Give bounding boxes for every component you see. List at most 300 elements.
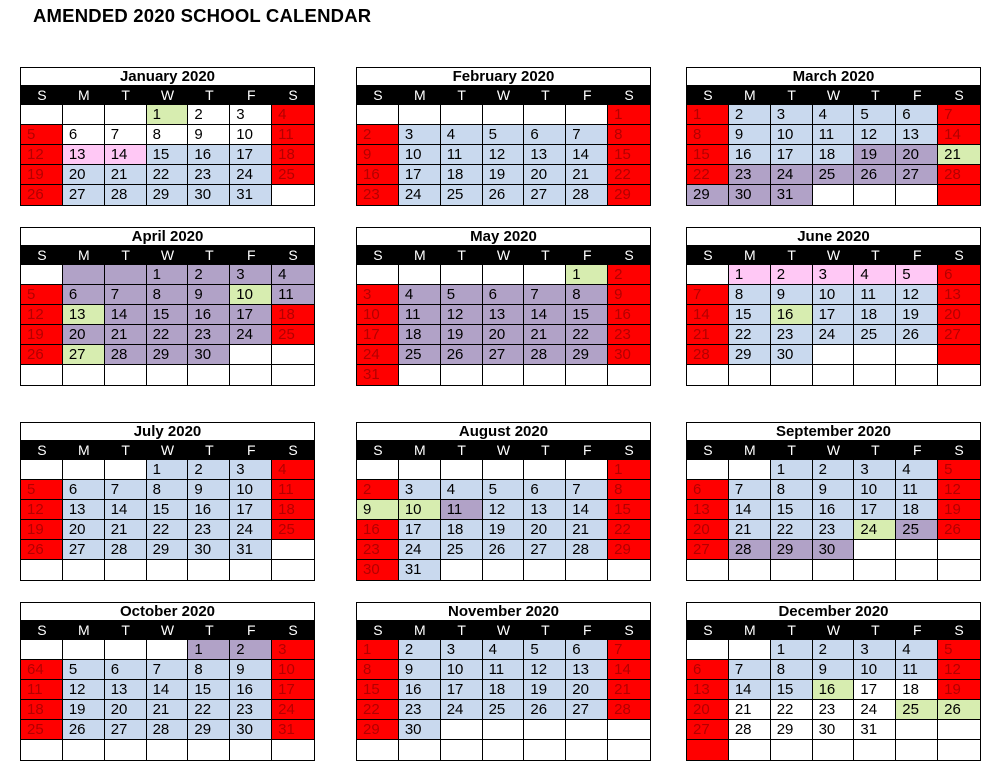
weekday-label: S	[288, 622, 298, 638]
weekday-label: W	[496, 442, 511, 458]
day-cell: 27	[524, 185, 566, 205]
day-cell	[63, 365, 105, 385]
day-cell: 8	[147, 125, 189, 145]
weekday-label: S	[373, 87, 383, 103]
day-cell	[566, 720, 608, 740]
month-calendar	[356, 602, 651, 761]
day-cell: 18	[272, 305, 314, 325]
weekday-label: W	[160, 247, 175, 263]
month-calendar	[20, 227, 315, 386]
day-cell: 24	[441, 700, 483, 720]
day-cell: 7	[105, 480, 147, 500]
page-title: AMENDED 2020 SCHOOL CALENDAR	[33, 5, 372, 26]
month-calendar	[20, 67, 315, 206]
day-cell	[608, 740, 650, 760]
weekday-label: M	[77, 87, 90, 103]
day-cell	[105, 740, 147, 760]
day-cell: 23	[230, 700, 272, 720]
day-cell: 17	[230, 305, 272, 325]
weekday-label: T	[787, 442, 796, 458]
weekday-label: S	[37, 87, 47, 103]
day-cell: 18	[272, 145, 314, 165]
day-cell: 29	[147, 185, 189, 205]
day-cell: 18	[441, 165, 483, 185]
day-cell: 27	[687, 720, 729, 740]
day-cell	[147, 560, 189, 580]
day-cell: 64	[21, 660, 63, 680]
day-cell: 5	[441, 285, 483, 305]
day-cell: 28	[608, 700, 650, 720]
day-cell: 18	[896, 680, 938, 700]
day-cell: 18	[483, 680, 525, 700]
month-title: July 2020	[21, 423, 314, 441]
weekday-label: S	[373, 622, 383, 638]
day-cell: 10	[272, 660, 314, 680]
day-cell: 27	[483, 345, 525, 365]
day-cell: 30	[188, 345, 230, 365]
day-cell: 24	[272, 700, 314, 720]
month-calendar	[686, 67, 981, 206]
day-cell	[357, 460, 399, 480]
day-grid	[357, 640, 650, 760]
day-cell: 5	[21, 480, 63, 500]
day-cell: 20	[938, 305, 980, 325]
weekday-label: F	[582, 442, 592, 458]
day-cell	[566, 365, 608, 385]
day-cell: 10	[230, 125, 272, 145]
day-cell: 3	[230, 460, 272, 480]
day-cell: 2	[357, 480, 399, 500]
day-cell: 29	[357, 720, 399, 740]
weekday-label: T	[787, 87, 796, 103]
day-cell: 13	[566, 660, 608, 680]
day-cell: 17	[854, 500, 896, 520]
day-cell: 29	[608, 185, 650, 205]
day-cell	[566, 105, 608, 125]
day-cell: 7	[105, 285, 147, 305]
day-cell: 29	[566, 345, 608, 365]
day-cell	[63, 640, 105, 660]
day-cell	[230, 740, 272, 760]
day-cell: 30	[188, 185, 230, 205]
day-cell: 7	[105, 125, 147, 145]
day-cell	[441, 720, 483, 740]
day-cell: 5	[524, 640, 566, 660]
day-cell	[687, 460, 729, 480]
day-cell: 1	[147, 265, 189, 285]
day-cell	[21, 460, 63, 480]
weekday-header	[357, 246, 650, 265]
day-cell	[272, 365, 314, 385]
day-cell: 24	[230, 165, 272, 185]
weekday-label: F	[246, 622, 256, 638]
day-cell	[938, 720, 980, 740]
day-cell	[854, 185, 896, 205]
day-cell: 23	[729, 165, 771, 185]
month-calendar	[20, 422, 315, 581]
day-cell	[938, 540, 980, 560]
day-cell: 31	[399, 560, 441, 580]
day-cell	[483, 460, 525, 480]
day-cell: 26	[483, 540, 525, 560]
day-cell: 26	[483, 185, 525, 205]
day-cell: 18	[441, 520, 483, 540]
day-cell: 21	[729, 700, 771, 720]
day-cell: 5	[21, 125, 63, 145]
day-cell: 12	[21, 145, 63, 165]
day-cell: 11	[483, 660, 525, 680]
weekday-label: W	[826, 247, 841, 263]
day-cell: 18	[896, 500, 938, 520]
day-cell: 14	[687, 305, 729, 325]
day-cell	[813, 740, 855, 760]
day-cell: 20	[687, 520, 729, 540]
day-cell: 25	[813, 165, 855, 185]
day-cell: 21	[524, 325, 566, 345]
day-cell: 29	[771, 540, 813, 560]
weekday-label: T	[871, 622, 880, 638]
day-cell: 3	[854, 460, 896, 480]
day-cell	[729, 740, 771, 760]
day-cell: 9	[813, 480, 855, 500]
day-cell: 16	[813, 500, 855, 520]
day-cell	[105, 460, 147, 480]
day-cell: 24	[357, 345, 399, 365]
day-cell: 21	[566, 165, 608, 185]
day-cell: 13	[63, 145, 105, 165]
day-cell: 13	[687, 680, 729, 700]
month-calendar	[686, 602, 981, 761]
day-cell: 29	[771, 720, 813, 740]
day-cell: 16	[230, 680, 272, 700]
weekday-label: S	[288, 247, 298, 263]
day-cell: 2	[188, 265, 230, 285]
month-title: February 2020	[357, 68, 650, 86]
weekday-label: W	[160, 442, 175, 458]
day-grid	[21, 265, 314, 385]
day-cell: 29	[147, 540, 189, 560]
day-cell: 17	[272, 680, 314, 700]
day-cell: 18	[272, 500, 314, 520]
weekday-label: T	[121, 247, 130, 263]
day-cell: 9	[813, 660, 855, 680]
day-cell: 9	[608, 285, 650, 305]
day-cell: 14	[105, 500, 147, 520]
day-cell: 25	[399, 345, 441, 365]
month-calendar	[686, 422, 981, 581]
weekday-label: W	[496, 622, 511, 638]
day-cell	[524, 560, 566, 580]
day-cell: 17	[230, 145, 272, 165]
day-cell: 18	[813, 145, 855, 165]
day-cell	[771, 560, 813, 580]
day-cell: 6	[938, 265, 980, 285]
month-calendar	[356, 227, 651, 386]
day-cell: 10	[813, 285, 855, 305]
weekday-label: F	[582, 622, 592, 638]
day-cell: 19	[524, 680, 566, 700]
day-cell: 20	[896, 145, 938, 165]
day-cell: 5	[938, 640, 980, 660]
day-cell: 4	[441, 125, 483, 145]
day-cell: 7	[608, 640, 650, 660]
day-cell	[188, 740, 230, 760]
day-cell: 28	[105, 540, 147, 560]
weekday-label: S	[373, 247, 383, 263]
day-cell: 13	[687, 500, 729, 520]
day-cell	[483, 720, 525, 740]
day-cell: 4	[896, 460, 938, 480]
day-cell: 4	[483, 640, 525, 660]
day-cell: 21	[105, 520, 147, 540]
day-cell: 5	[483, 480, 525, 500]
day-cell: 18	[21, 700, 63, 720]
month-title: March 2020	[687, 68, 980, 86]
weekday-label: S	[954, 622, 964, 638]
day-cell: 23	[188, 520, 230, 540]
day-cell: 3	[441, 640, 483, 660]
day-cell: 12	[483, 145, 525, 165]
day-cell	[441, 740, 483, 760]
day-cell	[21, 640, 63, 660]
day-cell: 6	[105, 660, 147, 680]
day-cell: 14	[566, 145, 608, 165]
day-cell: 19	[896, 305, 938, 325]
day-cell: 8	[188, 660, 230, 680]
day-cell: 2	[188, 105, 230, 125]
day-cell	[105, 265, 147, 285]
day-cell: 22	[147, 325, 189, 345]
day-cell: 25	[441, 185, 483, 205]
weekday-label: W	[826, 442, 841, 458]
day-cell: 5	[854, 105, 896, 125]
month-title: June 2020	[687, 228, 980, 246]
day-cell: 24	[399, 185, 441, 205]
day-cell: 29	[687, 185, 729, 205]
day-cell: 10	[230, 480, 272, 500]
weekday-label: M	[743, 622, 756, 638]
day-cell: 4	[813, 105, 855, 125]
day-cell: 2	[771, 265, 813, 285]
day-cell	[524, 460, 566, 480]
day-cell: 24	[854, 520, 896, 540]
day-cell: 20	[483, 325, 525, 345]
day-cell	[687, 265, 729, 285]
day-cell: 15	[771, 500, 813, 520]
day-cell: 17	[854, 680, 896, 700]
day-cell: 15	[687, 145, 729, 165]
weekday-label: T	[787, 247, 796, 263]
day-cell: 19	[483, 520, 525, 540]
day-cell: 5	[896, 265, 938, 285]
day-cell	[21, 365, 63, 385]
weekday-label: T	[205, 247, 214, 263]
day-cell: 27	[63, 345, 105, 365]
day-cell: 16	[399, 680, 441, 700]
day-cell: 24	[813, 325, 855, 345]
weekday-header	[687, 246, 980, 265]
day-cell: 17	[230, 500, 272, 520]
day-grid	[21, 105, 314, 205]
month-title: September 2020	[687, 423, 980, 441]
weekday-label: T	[205, 87, 214, 103]
day-cell: 26	[21, 540, 63, 560]
day-cell: 12	[441, 305, 483, 325]
weekday-label: T	[457, 442, 466, 458]
day-cell: 31	[230, 185, 272, 205]
day-cell: 16	[188, 305, 230, 325]
day-cell: 28	[729, 540, 771, 560]
day-cell	[21, 740, 63, 760]
day-cell: 7	[687, 285, 729, 305]
day-cell: 11	[854, 285, 896, 305]
day-cell: 27	[687, 540, 729, 560]
month-calendar	[686, 227, 981, 386]
day-cell	[687, 365, 729, 385]
weekday-label: F	[912, 622, 922, 638]
weekday-header	[687, 441, 980, 460]
day-cell	[63, 265, 105, 285]
day-cell: 26	[524, 700, 566, 720]
day-cell: 2	[357, 125, 399, 145]
day-cell	[105, 365, 147, 385]
day-cell: 17	[399, 165, 441, 185]
day-cell: 20	[63, 325, 105, 345]
day-cell: 16	[608, 305, 650, 325]
day-cell: 17	[813, 305, 855, 325]
weekday-label: S	[288, 87, 298, 103]
day-cell: 10	[441, 660, 483, 680]
weekday-label: M	[743, 87, 756, 103]
day-cell: 16	[729, 145, 771, 165]
day-cell: 3	[399, 480, 441, 500]
day-cell	[566, 560, 608, 580]
day-cell: 15	[566, 305, 608, 325]
weekday-label: T	[205, 622, 214, 638]
day-cell: 6	[566, 640, 608, 660]
day-cell: 11	[896, 660, 938, 680]
day-cell: 9	[230, 660, 272, 680]
day-cell	[687, 560, 729, 580]
weekday-label: M	[413, 442, 426, 458]
day-cell: 30	[608, 345, 650, 365]
day-cell: 11	[813, 125, 855, 145]
day-cell: 12	[938, 660, 980, 680]
day-cell: 14	[729, 680, 771, 700]
day-grid	[357, 460, 650, 580]
day-cell	[608, 720, 650, 740]
weekday-label: M	[413, 622, 426, 638]
day-cell	[896, 740, 938, 760]
day-cell: 8	[771, 480, 813, 500]
day-cell: 26	[21, 185, 63, 205]
weekday-label: F	[582, 247, 592, 263]
day-cell	[854, 740, 896, 760]
day-grid	[687, 265, 980, 385]
month-title: January 2020	[21, 68, 314, 86]
day-cell: 1	[729, 265, 771, 285]
day-cell: 30	[399, 720, 441, 740]
day-cell: 28	[105, 185, 147, 205]
day-cell	[813, 345, 855, 365]
day-cell: 5	[63, 660, 105, 680]
day-cell	[687, 640, 729, 660]
weekday-label: M	[77, 622, 90, 638]
day-cell: 8	[566, 285, 608, 305]
day-cell: 1	[608, 460, 650, 480]
day-cell	[813, 560, 855, 580]
day-cell: 7	[938, 105, 980, 125]
day-cell: 9	[188, 480, 230, 500]
day-cell: 3	[854, 640, 896, 660]
day-cell: 26	[938, 700, 980, 720]
weekday-label: F	[246, 442, 256, 458]
day-cell: 13	[938, 285, 980, 305]
day-cell	[188, 365, 230, 385]
day-cell	[441, 365, 483, 385]
weekday-label: M	[413, 247, 426, 263]
day-cell	[105, 560, 147, 580]
day-cell: 10	[399, 145, 441, 165]
day-cell: 3	[230, 265, 272, 285]
day-cell	[566, 740, 608, 760]
day-cell: 5	[938, 460, 980, 480]
weekday-label: F	[582, 87, 592, 103]
weekday-label: W	[160, 87, 175, 103]
day-cell: 18	[854, 305, 896, 325]
month-title: November 2020	[357, 603, 650, 621]
day-cell: 2	[608, 265, 650, 285]
weekday-label: T	[787, 622, 796, 638]
day-cell	[566, 460, 608, 480]
day-cell: 3	[771, 105, 813, 125]
day-cell: 10	[854, 660, 896, 680]
weekday-label: T	[121, 622, 130, 638]
weekday-label: W	[496, 247, 511, 263]
weekday-label: S	[703, 442, 713, 458]
day-cell: 13	[105, 680, 147, 700]
weekday-label: T	[541, 247, 550, 263]
day-cell: 9	[399, 660, 441, 680]
day-cell	[483, 740, 525, 760]
day-cell: 28	[566, 540, 608, 560]
day-cell: 22	[729, 325, 771, 345]
day-cell	[854, 560, 896, 580]
day-cell: 21	[105, 165, 147, 185]
day-grid	[687, 460, 980, 580]
day-cell: 23	[813, 520, 855, 540]
day-cell: 11	[272, 480, 314, 500]
day-cell: 1	[566, 265, 608, 285]
day-cell	[524, 265, 566, 285]
day-cell: 13	[524, 500, 566, 520]
day-cell: 25	[483, 700, 525, 720]
weekday-label: S	[288, 442, 298, 458]
day-cell: 21	[566, 520, 608, 540]
day-cell: 24	[771, 165, 813, 185]
day-grid	[687, 640, 980, 760]
day-cell: 15	[608, 145, 650, 165]
day-cell: 18	[399, 325, 441, 345]
weekday-label: T	[541, 87, 550, 103]
day-cell: 14	[524, 305, 566, 325]
day-cell	[483, 560, 525, 580]
day-cell: 6	[483, 285, 525, 305]
day-cell	[147, 640, 189, 660]
day-cell: 4	[441, 480, 483, 500]
weekday-label: S	[624, 442, 634, 458]
day-cell: 8	[608, 480, 650, 500]
